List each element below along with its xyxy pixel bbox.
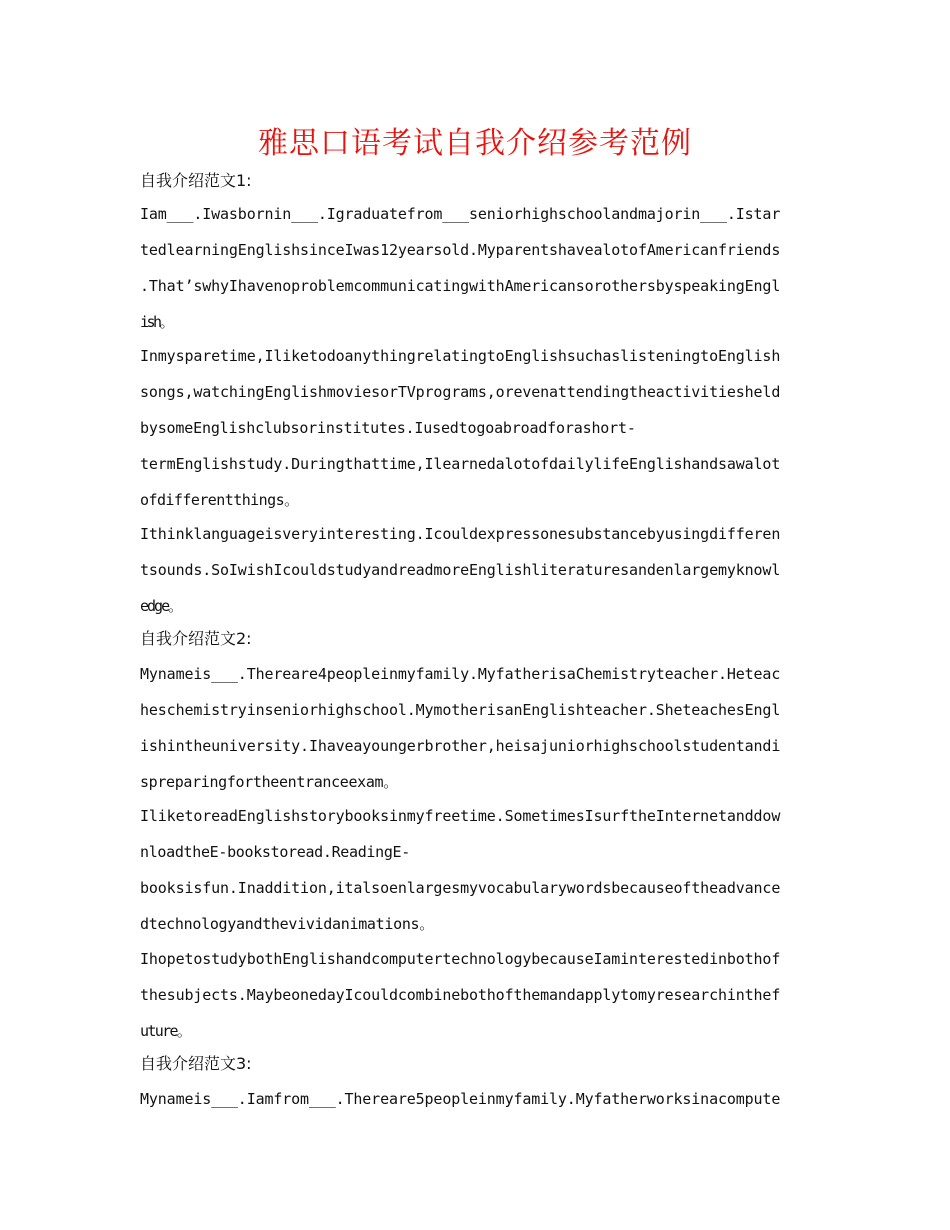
paragraph-line: nloadtheE-bookstoread.ReadingE- bbox=[140, 843, 410, 861]
paragraph-line: tsounds.SoIwishIcouldstudyandreadmoreEnglishliteraturesandenlargemyknowl bbox=[140, 561, 781, 579]
paragraph-line: IhopetostudybothEnglishandcomputertechnologybecauseIaminterestedinbothof bbox=[140, 950, 781, 968]
paragraph-line: tedlearningEnglishsinceIwas12yearsold.MyparentshavealotofAmericanfriends bbox=[140, 241, 781, 259]
paragraph-line: songs,watchingEnglishmoviesorTVprograms,orevenattendingtheactivitiesheld bbox=[140, 383, 781, 401]
paragraph-line: uture。 bbox=[140, 1022, 191, 1040]
paragraph-line: IliketoreadEnglishstorybooksinmyfreetime.SometimesIsurftheInternetanddow bbox=[140, 807, 781, 825]
paragraph-line: thesubjects.MaybeonedayIcouldcombinebothofthemandapplytomyresearchinthef bbox=[140, 986, 781, 1004]
paragraph-line: spreparingfortheentranceexam。 bbox=[140, 773, 398, 791]
paragraph-line: dtechnologyandthevividanimations。 bbox=[140, 915, 434, 933]
paragraph-line: Iam___.Iwasbornin___.Igraduatefrom___seniorhighschoolandmajorin___.Istar bbox=[140, 205, 781, 223]
paragraph-line: ofdifferentthings。 bbox=[140, 491, 299, 509]
paragraph-line: termEnglishstudy.Duringthattime,IlearnedalotofdailylifeEnglishandsawalot bbox=[140, 455, 781, 473]
section-heading: 自我介绍范文1: bbox=[140, 171, 252, 190]
paragraph-line: Mynameis___.Iamfrom___.Thereare5peopleinmyfamily.Myfatherworksinacompute bbox=[140, 1090, 781, 1108]
paragraph-line: .That’swhyIhavenoproblemcommunicatingwithAmericansorothersbyspeakingEngl bbox=[140, 277, 781, 295]
paragraph-line: bysomeEnglishclubsorinstitutes.Iusedtogoabroadforashort- bbox=[140, 419, 636, 437]
paragraph-line: Inmysparetime,IliketodoanythingrelatingtoEnglishsuchaslisteningtoEnglish bbox=[140, 347, 781, 365]
section-heading: 自我介绍范文2: bbox=[140, 629, 252, 648]
paragraph-line: edge。 bbox=[140, 597, 182, 615]
paragraph-line: ish。 bbox=[140, 313, 173, 331]
paragraph-line: Mynameis___.Thereare4peopleinmyfamily.MyfatherisaChemistryteacher.Heteac bbox=[140, 665, 781, 683]
paragraph-line: ishintheuniversity.Ihaveayoungerbrother,heisajuniorhighschoolstudentandi bbox=[140, 737, 781, 755]
paragraph-line: Ithinklanguageisveryinteresting.Icouldexpressonesubstancebyusingdifferen bbox=[140, 525, 781, 543]
paragraph-line: heschemistryinseniorhighschool.MymotherisanEnglishteacher.SheteachesEngl bbox=[140, 701, 781, 719]
section-heading: 自我介绍范文3: bbox=[140, 1054, 252, 1073]
document-title: 雅思口语考试自我介绍参考范例 bbox=[258, 126, 692, 161]
paragraph-line: booksisfun.Inaddition,italsoenlargesmyvocabularywordsbecauseoftheadvance bbox=[140, 879, 781, 897]
